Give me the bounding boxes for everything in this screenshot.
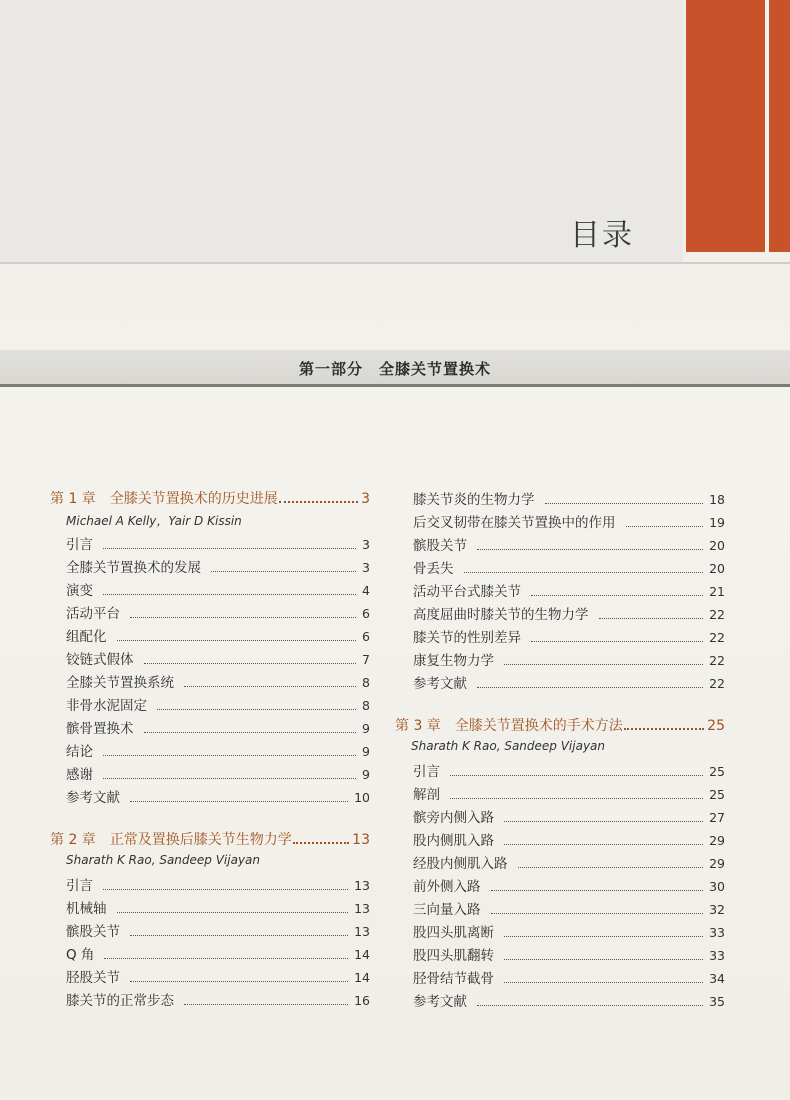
entry-title: 经股内侧肌入路 xyxy=(413,856,508,872)
entry-title: 活动平台 xyxy=(66,606,120,622)
chapter-title: 正常及置换后膝关节生物力学 xyxy=(109,832,292,848)
entry-title: 三向量入路 xyxy=(413,902,481,918)
entry-page: 34 xyxy=(709,971,725,986)
entry-page: 13 xyxy=(354,901,370,916)
toc-entry[interactable] xyxy=(50,763,370,786)
leader-dots xyxy=(504,821,703,822)
entry-title: 胫股关节 xyxy=(66,970,120,986)
chapter-number: 第 3 章 xyxy=(395,718,441,734)
entry-title: 机械轴 xyxy=(66,901,107,917)
entry-page: 35 xyxy=(709,994,725,1009)
entry-page: 14 xyxy=(354,970,370,985)
toc-entry[interactable] xyxy=(395,626,725,649)
entry-title: 股内侧肌入路 xyxy=(413,833,494,849)
leader-dots xyxy=(531,641,703,642)
entry-title: 全膝关节置换系统 xyxy=(66,675,174,691)
leader-dots xyxy=(599,618,704,619)
leader-dots xyxy=(504,982,703,983)
toc-entry[interactable] xyxy=(395,806,725,829)
entry-title: 后交叉韧带在膝关节置换中的作用 xyxy=(413,515,616,531)
toc-left-column xyxy=(50,488,370,1012)
entry-title: 铰链式假体 xyxy=(66,652,134,668)
toc-entry[interactable] xyxy=(50,556,370,579)
entry-page: 16 xyxy=(354,993,370,1008)
leader-dots xyxy=(144,663,357,664)
toc-entry[interactable] xyxy=(395,603,725,626)
accent-bar-divider xyxy=(765,0,769,252)
toc-entry[interactable] xyxy=(50,648,370,671)
entry-page: 25 xyxy=(709,764,725,779)
entry-title: 髌骨置换术 xyxy=(66,721,134,737)
part-title: 第一部分 全膝关节置换术 xyxy=(298,360,491,378)
entry-title: 股四头肌离断 xyxy=(413,925,494,941)
chapter-authors: Michael A Kelly，Yair D Kissin xyxy=(66,514,242,528)
chapter-heading[interactable] xyxy=(395,715,725,739)
chapter-number: 第 1 章 xyxy=(50,491,96,507)
toc-entry[interactable] xyxy=(50,786,370,809)
entry-title: 膝关节炎的生物力学 xyxy=(413,492,535,508)
toc-entry[interactable] xyxy=(50,920,370,943)
toc-entry[interactable] xyxy=(395,967,725,990)
entry-title: 骨丢失 xyxy=(413,561,454,577)
chapter-number: 第 2 章 xyxy=(50,832,96,848)
leader-dots xyxy=(477,549,703,550)
entry-page: 9 xyxy=(362,721,370,736)
leader-dots xyxy=(184,686,356,687)
entry-page: 20 xyxy=(709,538,725,553)
entry-page: 18 xyxy=(709,492,725,507)
toc-entry[interactable] xyxy=(50,625,370,648)
entry-page: 22 xyxy=(709,607,725,622)
toc-entry[interactable] xyxy=(395,760,725,783)
entry-page: 33 xyxy=(709,948,725,963)
leader-dots xyxy=(504,936,703,937)
toc-entry[interactable] xyxy=(50,740,370,763)
entry-page: 3 xyxy=(362,560,370,575)
leader-dots xyxy=(545,503,704,504)
leader-dots xyxy=(157,709,356,710)
entry-page: 13 xyxy=(354,878,370,893)
entry-page: 14 xyxy=(354,947,370,962)
toc-entry[interactable] xyxy=(50,533,370,556)
leader-dots xyxy=(103,594,356,595)
toc-entry[interactable] xyxy=(50,943,370,966)
entry-title: 参考文献 xyxy=(413,676,467,692)
entry-title: 感谢 xyxy=(66,767,93,783)
chapter-authors: Sharath K Rao, Sandeep Vijayan xyxy=(66,853,261,867)
chapter-page: 3 xyxy=(361,491,370,507)
entry-page: 22 xyxy=(709,630,725,645)
entry-title: 活动平台式膝关节 xyxy=(413,584,521,600)
entry-page: 25 xyxy=(709,787,725,802)
entry-title: 股四头肌翻转 xyxy=(413,948,494,964)
entry-title: 引言 xyxy=(413,764,440,780)
leader-dots xyxy=(130,935,348,936)
toc-entry[interactable] xyxy=(395,852,725,875)
toc-entry[interactable] xyxy=(395,944,725,967)
entry-title: 髌股关节 xyxy=(66,924,120,940)
entry-page: 7 xyxy=(362,652,370,667)
toc-entry[interactable] xyxy=(395,672,725,695)
entry-title: 胫骨结节截骨 xyxy=(413,971,494,987)
toc-entry[interactable] xyxy=(395,921,725,944)
leader-dots xyxy=(504,844,703,845)
leader-dots xyxy=(477,1005,703,1006)
leader-dots xyxy=(504,959,703,960)
chapter-gap xyxy=(50,809,370,829)
toc-entry[interactable] xyxy=(395,898,725,921)
leader-dots xyxy=(279,501,358,503)
leader-dots xyxy=(626,526,704,527)
toc-entry[interactable] xyxy=(50,717,370,740)
entry-title: 参考文献 xyxy=(66,790,120,806)
toc-entry[interactable] xyxy=(50,694,370,717)
chapter-page: 13 xyxy=(352,832,370,848)
chapter-gap xyxy=(395,695,725,715)
toc-entry[interactable] xyxy=(50,989,370,1012)
toc-entry[interactable] xyxy=(50,874,370,897)
leader-dots xyxy=(477,687,703,688)
leader-dots xyxy=(104,958,348,959)
entry-title: 组配化 xyxy=(66,629,107,645)
entry-page: 3 xyxy=(362,537,370,552)
entry-title: 康复生物力学 xyxy=(413,653,494,669)
entry-title: 结论 xyxy=(66,744,93,760)
entry-title: Q 角 xyxy=(66,947,95,963)
entry-title: 引言 xyxy=(66,537,93,553)
entry-title: 高度屈曲时膝关节的生物力学 xyxy=(413,607,589,623)
toc-entry[interactable] xyxy=(50,602,370,625)
entry-page: 13 xyxy=(354,924,370,939)
toc-entry[interactable] xyxy=(50,579,370,602)
toc-entry[interactable] xyxy=(395,557,725,580)
entry-page: 30 xyxy=(709,879,725,894)
leader-dots xyxy=(144,732,357,733)
entry-title: 演变 xyxy=(66,583,93,599)
chapter-heading[interactable] xyxy=(50,488,370,512)
leader-dots xyxy=(117,640,357,641)
toc-entry[interactable] xyxy=(395,875,725,898)
leader-dots xyxy=(518,867,704,868)
entry-page: 21 xyxy=(709,584,725,599)
entry-title: 膝关节的正常步态 xyxy=(66,993,174,1009)
chapter-page: 25 xyxy=(707,718,725,734)
chapter-title: 全膝关节置换术的手术方法 xyxy=(454,718,623,734)
entry-page: 20 xyxy=(709,561,725,576)
leader-dots xyxy=(293,842,349,844)
toc-right-column xyxy=(395,488,725,1013)
entry-page: 27 xyxy=(709,810,725,825)
entry-title: 参考文献 xyxy=(413,994,467,1010)
leader-dots xyxy=(624,728,704,730)
leader-dots xyxy=(103,778,356,779)
toc-entry[interactable] xyxy=(395,534,725,557)
page-title: 目录 xyxy=(570,218,634,253)
leader-dots xyxy=(531,595,703,596)
leader-dots xyxy=(103,889,348,890)
leader-dots xyxy=(184,1004,348,1005)
chapter-title: 全膝关节置换术的历史进展 xyxy=(109,491,278,507)
leader-dots xyxy=(103,755,356,756)
toc-entry[interactable] xyxy=(395,829,725,852)
toc-entry[interactable] xyxy=(395,511,725,534)
entry-page: 22 xyxy=(709,653,725,668)
leader-dots xyxy=(450,775,703,776)
leader-dots xyxy=(103,548,356,549)
entry-title: 解剖 xyxy=(413,787,440,803)
entry-page: 19 xyxy=(709,515,725,530)
entry-title: 髌股关节 xyxy=(413,538,467,554)
toc-entry[interactable] xyxy=(395,580,725,603)
chapter-authors: Sharath K Rao, Sandeep Vijayan xyxy=(411,739,606,753)
leader-dots xyxy=(130,981,348,982)
entry-page: 22 xyxy=(709,676,725,691)
entry-page: 29 xyxy=(709,856,725,871)
toc-entry[interactable] xyxy=(395,990,725,1013)
leader-dots xyxy=(450,798,703,799)
accent-bar xyxy=(686,0,790,252)
entry-title: 非骨水泥固定 xyxy=(66,698,147,714)
leader-dots xyxy=(504,664,703,665)
entry-page: 32 xyxy=(709,902,725,917)
entry-title: 全膝关节置换术的发展 xyxy=(66,560,201,576)
toc-entry[interactable] xyxy=(50,897,370,920)
leader-dots xyxy=(464,572,704,573)
entry-page: 29 xyxy=(709,833,725,848)
toc-entry[interactable] xyxy=(395,488,725,511)
leader-dots xyxy=(130,617,356,618)
leader-dots xyxy=(117,912,349,913)
toc-entry[interactable] xyxy=(50,966,370,989)
entry-page: 8 xyxy=(362,698,370,713)
toc-entry[interactable] xyxy=(395,783,725,806)
entry-title: 前外侧入路 xyxy=(413,879,481,895)
entry-page: 6 xyxy=(362,606,370,621)
entry-page: 9 xyxy=(362,744,370,759)
chapter-heading[interactable] xyxy=(50,829,370,853)
entry-title: 膝关节的性别差异 xyxy=(413,630,521,646)
header-rule xyxy=(0,262,790,264)
entry-page: 4 xyxy=(362,583,370,598)
leader-dots xyxy=(130,801,348,802)
entry-page: 10 xyxy=(354,790,370,805)
entry-page: 33 xyxy=(709,925,725,940)
entry-title: 引言 xyxy=(66,878,93,894)
leader-dots xyxy=(491,913,704,914)
entry-title: 髌旁内侧入路 xyxy=(413,810,494,826)
leader-dots xyxy=(491,890,704,891)
toc-entry[interactable] xyxy=(50,671,370,694)
toc-entry[interactable] xyxy=(395,649,725,672)
leader-dots xyxy=(211,571,356,572)
entry-page: 6 xyxy=(362,629,370,644)
entry-page: 9 xyxy=(362,767,370,782)
entry-page: 8 xyxy=(362,675,370,690)
